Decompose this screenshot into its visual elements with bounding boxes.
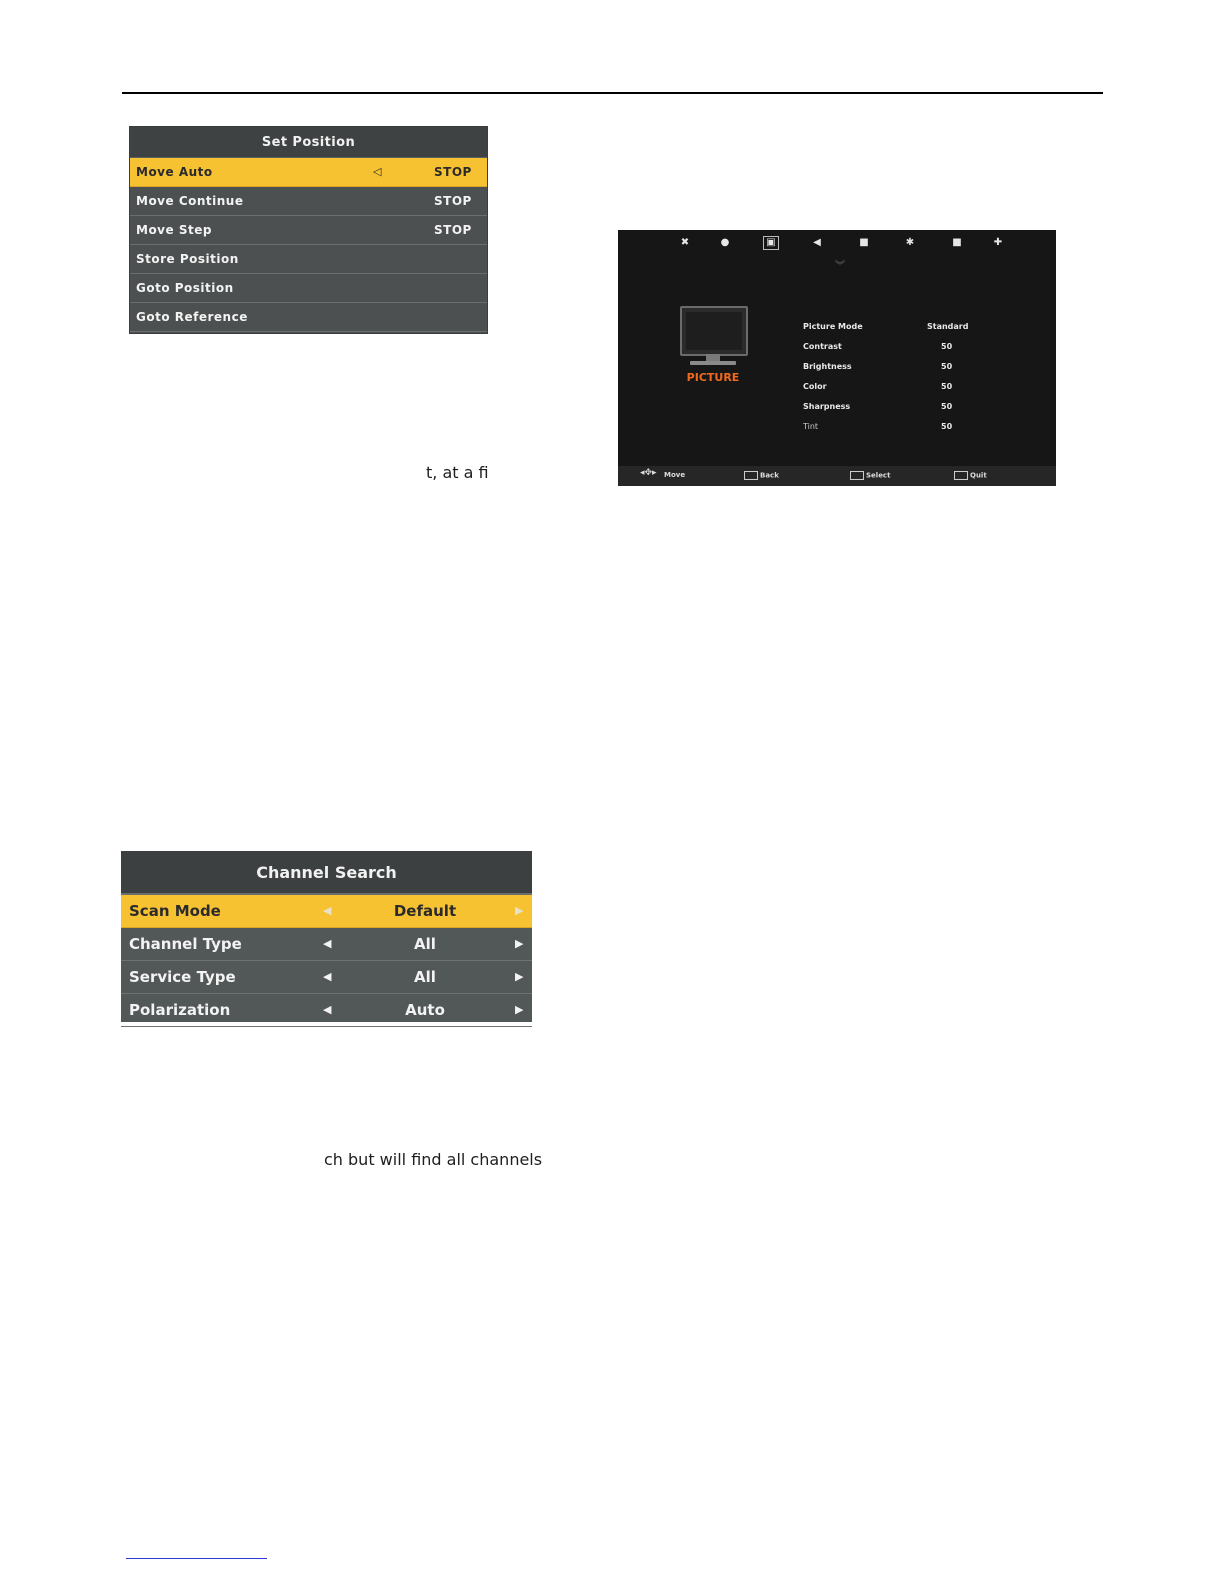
monitor-stand-icon [706,354,720,361]
menu-item-value: STOP [434,165,472,179]
footer-link-underline [126,1558,267,1559]
menu-item-label: Channel Type [129,935,242,953]
menu-item-label: Goto Position [136,281,234,295]
monitor-icon [680,306,748,356]
setting-label: Contrast [803,342,842,351]
body-text-fragment: t, at a fi [426,463,489,482]
set-position-title: Set Position [130,127,487,158]
chevron-down-icon: ︾ [835,261,845,272]
setup-icon[interactable]: ✱ [905,237,915,248]
setting-label: Tint [803,422,819,431]
setting-label: Sharpness [803,402,851,411]
menu-item-value: All [414,968,436,986]
monitor-base-icon [690,361,736,365]
section-label: PICTURE [686,371,740,384]
channel-search-menu [121,851,532,1022]
exit-key-icon [954,471,968,480]
menu-item-store-position[interactable] [130,245,487,274]
menu-item-value: All [414,935,436,953]
menu-item-label: Polarization [129,1001,231,1019]
menu-item-channel-type[interactable] [121,928,532,961]
time-icon[interactable]: ■ [859,237,869,248]
right-arrow-icon[interactable]: ▶ [515,970,524,983]
menu-item-label: Move Auto [136,165,213,179]
ok-key-icon [850,471,864,480]
setting-value: 50 [941,382,953,391]
menu-item-service-type[interactable] [121,961,532,994]
picture-icon[interactable]: ▣ [763,236,779,250]
menu-item-label: Move Continue [136,194,244,208]
menu-item-value: STOP [434,194,472,208]
usb-icon[interactable]: ✚ [993,237,1003,248]
menu-item-label: Store Position [136,252,239,266]
hint-select: Select [850,471,890,480]
setting-brightness[interactable] [803,362,1003,376]
menu-item-value: Default [393,902,457,920]
setting-label: Brightness [803,362,852,371]
set-position-menu [130,127,487,333]
left-arrow-icon[interactable]: ◀ [323,970,332,983]
move-arrows-icon: ◂✥▸ [640,468,657,478]
right-arrow-icon[interactable]: ▶ [515,904,524,917]
footer-hint-bar [618,466,1056,486]
menu-key-icon [744,471,758,480]
setting-tint[interactable] [803,422,1003,436]
menu-item-goto-reference[interactable] [130,303,487,332]
menu-item-label: Move Step [136,223,212,237]
hint-quit: Quit [954,471,987,480]
menu-item-label: Goto Reference [136,310,248,324]
setting-picture-mode[interactable] [803,322,1003,336]
channel-search-title: Channel Search [121,851,532,895]
header-rule [122,92,1103,94]
setting-label: Picture Mode [803,322,863,331]
setting-value: Standard [927,322,969,331]
setting-label: Color [803,382,827,391]
left-arrow-icon[interactable]: ◀ [323,937,332,950]
setting-sharpness[interactable] [803,402,1003,416]
menu-item-polarization[interactable] [121,994,532,1027]
tv-picture-menu [618,230,1056,486]
setting-color[interactable] [803,382,1003,396]
menu-item-label: Service Type [129,968,236,986]
menu-item-goto-position[interactable] [130,274,487,303]
right-arrow-icon[interactable]: ▶ [515,937,524,950]
lock-icon[interactable]: ■ [952,237,962,248]
setting-value: 50 [941,342,953,351]
left-arrow-icon[interactable]: ◁ [373,165,382,178]
menu-item-move-continue[interactable] [130,187,487,216]
menu-item-move-step[interactable] [130,216,487,245]
sound-icon[interactable]: ◀ [813,237,821,248]
menu-item-value: STOP [434,223,472,237]
setting-value: 50 [941,402,953,411]
channel-icon[interactable]: ✖ [680,237,690,248]
left-arrow-icon[interactable]: ◀ [323,904,332,917]
setting-contrast[interactable] [803,342,1003,356]
hint-move: Move [664,471,686,479]
menu-item-label: Scan Mode [129,902,221,920]
right-arrow-icon[interactable]: ▶ [515,1003,524,1016]
menu-item-move-auto[interactable] [130,158,487,187]
menu-item-value: Auto [405,1001,445,1019]
dish-icon[interactable]: ● [720,237,730,248]
menu-tab-bar [618,235,1056,253]
setting-value: 50 [941,422,953,431]
hint-back: Back [744,471,779,480]
body-text-fragment: ch but will find all channels [324,1150,543,1169]
menu-item-scan-mode[interactable] [121,895,532,928]
left-arrow-icon[interactable]: ◀ [323,1003,332,1016]
setting-value: 50 [941,362,953,371]
